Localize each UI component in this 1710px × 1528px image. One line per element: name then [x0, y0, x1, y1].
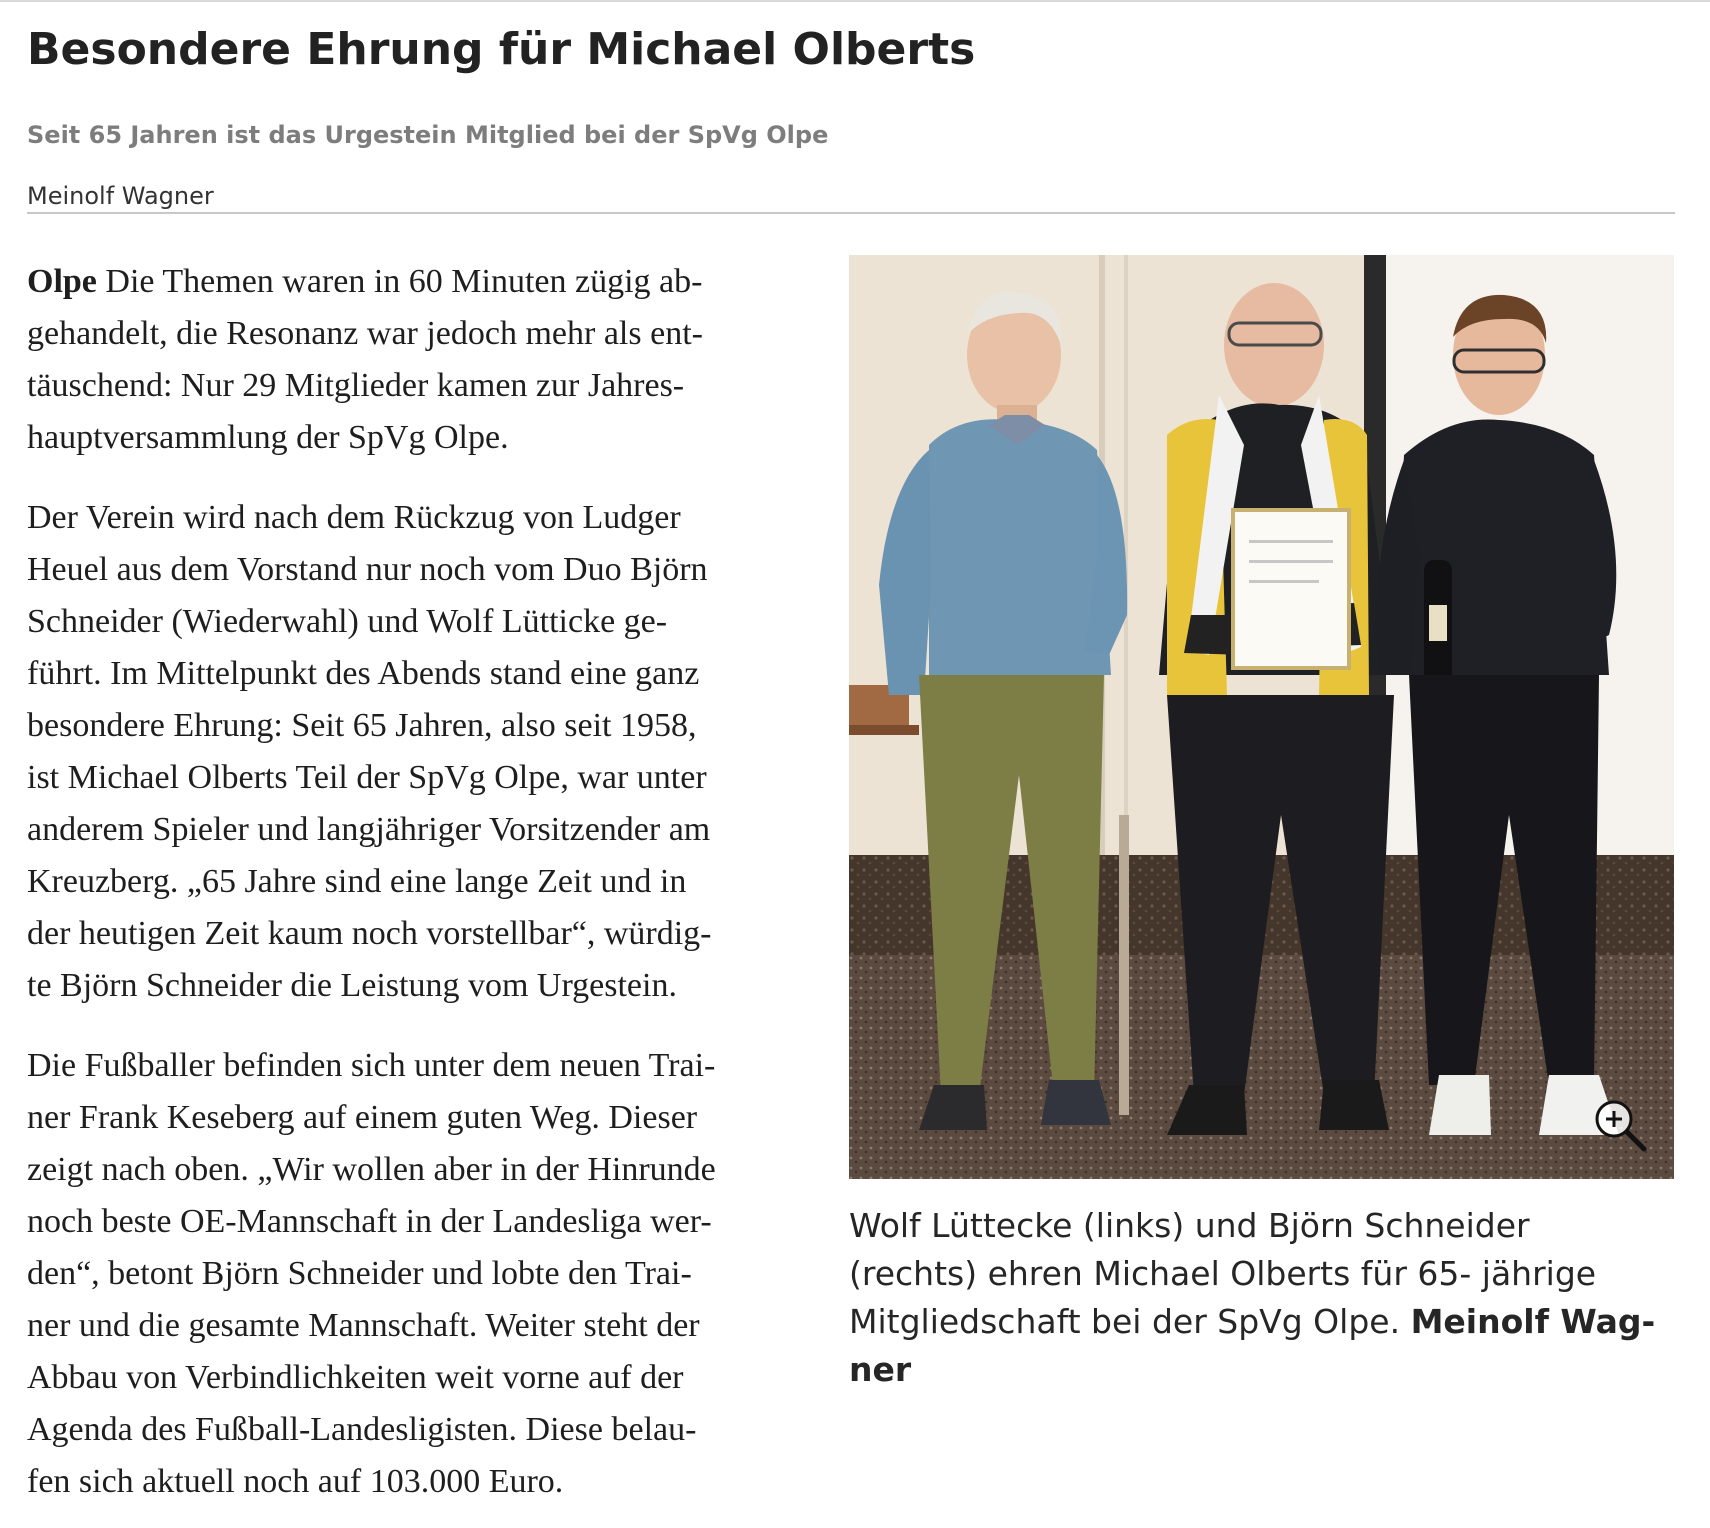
article-paragraph-2	[27, 492, 817, 1012]
paragraph-line: besondere Ehrung: Seit 65 Jahren, also seit 1958,	[27, 707, 697, 744]
article-headline: Besondere Ehrung für Michael Olberts	[27, 24, 976, 75]
paragraph-line: ist Michael Olberts Teil der SpVg Olpe, war unter	[27, 759, 707, 796]
magnifier-plus-icon	[1590, 1095, 1650, 1155]
paragraph-line: te Björn Schneider die Leistung vom Urgestein.	[27, 967, 677, 1004]
paragraph-line: Der Verein wird nach dem Rückzug von Ludger	[27, 499, 681, 536]
paragraph-line: Agenda des Fußball-Landesligisten. Diese belau-	[27, 1411, 697, 1448]
author-divider	[27, 212, 1675, 214]
paragraph-line: gehandelt, die Resonanz war jedoch mehr als ent-	[27, 315, 703, 352]
caption-line: Wolf Lüttecke (links) und Björn Schneider	[849, 1206, 1530, 1245]
dateline-location: Olpe	[27, 263, 97, 300]
paragraph-line: ner Frank Keseberg auf einem guten Weg. Dieser	[27, 1099, 698, 1136]
paragraph-line: anderem Spieler und langjähriger Vorsitzender am	[27, 811, 711, 848]
caption-line: (rechts) ehren Michael Olberts für 65- jährige	[849, 1254, 1597, 1293]
paragraph-line: Schneider (Wiederwahl) und Wolf Lütticke ge-	[27, 603, 668, 640]
photo-credit: Meinolf Wag-	[1410, 1302, 1656, 1341]
article-author: Meinolf Wagner	[27, 182, 214, 210]
zoom-in-icon[interactable]	[1590, 1095, 1650, 1155]
paragraph-line: Olpe Die Themen waren in 60 Minuten zügig ab-	[27, 263, 703, 300]
article-photo[interactable]	[849, 255, 1674, 1179]
article-paragraph-1	[27, 256, 817, 464]
paragraph-line: Die Fußballer befinden sich unter dem neuen Trai-	[27, 1047, 716, 1084]
caption-line: Mitgliedschaft bei der SpVg Olpe. Meinolf Wag-	[849, 1302, 1656, 1341]
paragraph-line: den“, betont Björn Schneider und lobte den Trai-	[27, 1255, 692, 1292]
paragraph-line: ner und die gesamte Mannschaft. Weiter steht der	[27, 1307, 700, 1344]
paragraph-line: zeigt nach oben. „Wir wollen aber in der Hinrunde	[27, 1151, 716, 1188]
paragraph-line: hauptversammlung der SpVg Olpe.	[27, 419, 509, 456]
article-paragraph-3	[27, 1040, 817, 1508]
article-body	[27, 256, 817, 1528]
article-subheadline: Seit 65 Jahren ist das Urgestein Mitglied bei der SpVg Olpe	[27, 121, 829, 149]
paragraph-line: fen sich aktuell noch auf 103.000 Euro.	[27, 1463, 564, 1500]
paragraph-line: täuschend: Nur 29 Mitglieder kamen zur Jahres-	[27, 367, 685, 404]
top-divider	[0, 0, 1710, 2]
paragraph-line: Kreuzberg. „65 Jahre sind eine lange Zeit und in	[27, 863, 687, 900]
paragraph-line: führt. Im Mittelpunkt des Abends stand eine ganz	[27, 655, 700, 692]
paragraph-line: der heutigen Zeit kaum noch vorstellbar“, würdig-	[27, 915, 712, 952]
photo-illustration	[849, 255, 1674, 1179]
paragraph-line: noch beste OE-Mannschaft in der Landesliga wer-	[27, 1203, 712, 1240]
paragraph-line: Abbau von Verbindlichkeiten weit vorne auf der	[27, 1359, 684, 1396]
photo-caption	[849, 1202, 1675, 1394]
paragraph-line: Heuel aus dem Vorstand nur noch vom Duo Björn	[27, 551, 708, 588]
photo-credit-continued: ner	[849, 1350, 912, 1389]
